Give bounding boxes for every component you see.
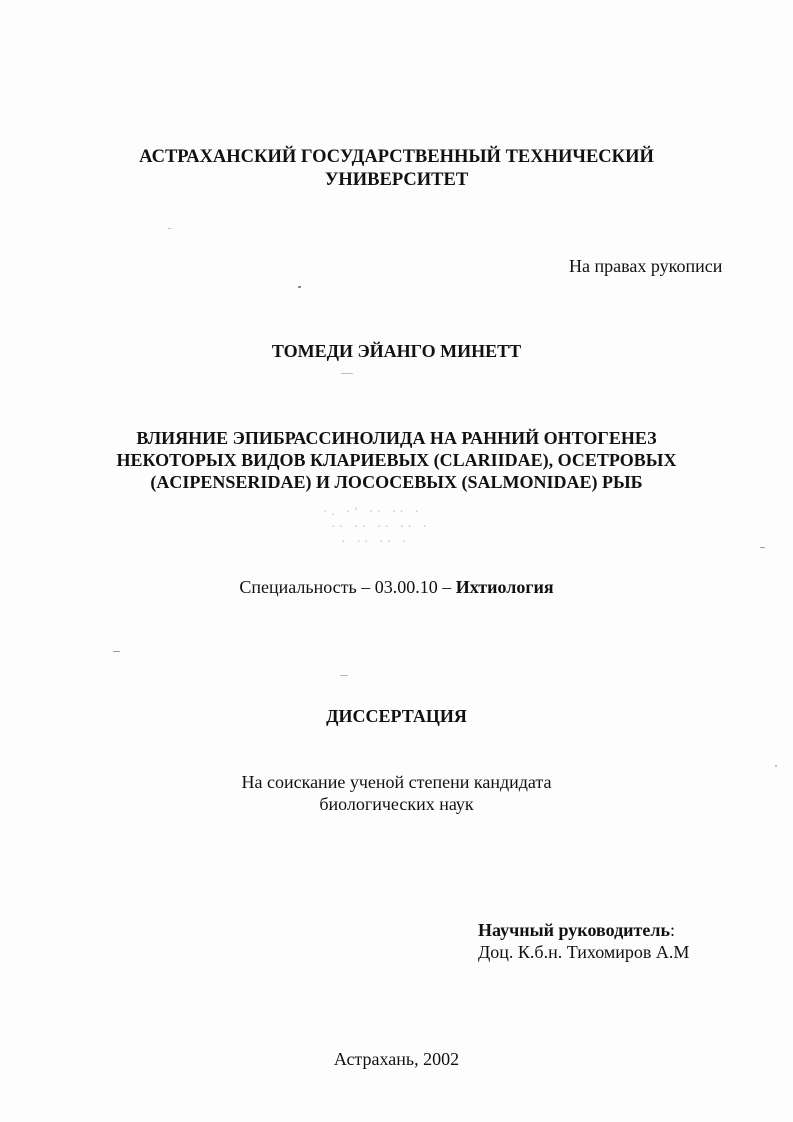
dissertation-title-line-2: НЕКОТОРЫХ ВИДОВ КЛАРИЕВЫХ (CLARIIDAE), ОСЕТРОВЫХ bbox=[116, 450, 677, 470]
scan-speck bbox=[298, 286, 301, 288]
scan-speck bbox=[775, 765, 777, 767]
faint-stamp-mark: ·. ·' ·· ·· · bbox=[322, 505, 422, 518]
university-name-line-1: АСТРАХАНСКИЙ ГОСУДАРСТВЕННЫЙ ТЕХНИЧЕСКИЙ bbox=[139, 147, 654, 167]
specialty-name: Ихтиология bbox=[455, 577, 554, 597]
supervisor-label: Научный руководитель bbox=[478, 920, 670, 940]
dissertation-title-line-1: ВЛИЯНИЕ ЭПИБРАССИНОЛИДА НА РАННИЙ ОНТОГЕНЕЗ bbox=[136, 428, 657, 448]
scan-speck bbox=[168, 228, 171, 229]
document-type: ДИССЕРТАЦИЯ bbox=[326, 706, 467, 726]
scan-speck bbox=[760, 547, 765, 548]
scan-speck bbox=[341, 373, 353, 374]
faint-stamp-mark: · ·· ·· · bbox=[340, 535, 409, 548]
author-name: ТОМЕДИ ЭЙАНГО МИНЕТТ bbox=[271, 341, 522, 361]
manuscript-note: На правах рукописи bbox=[569, 256, 723, 276]
supervisor-label-line bbox=[478, 919, 675, 941]
scan-speck bbox=[340, 675, 348, 676]
faint-stamp-mark: ·· ·· ·· ·· · bbox=[330, 520, 430, 533]
university-name-line-2: УНИВЕРСИТЕТ bbox=[324, 170, 469, 190]
degree-line-2: биологических наук bbox=[319, 794, 474, 814]
specialty-line bbox=[0, 576, 793, 598]
degree-line-1: На соискание ученой степени кандидата bbox=[241, 772, 552, 792]
specialty-prefix: Специальность – 03.00.10 – bbox=[239, 577, 456, 597]
supervisor-colon: : bbox=[670, 920, 676, 940]
dissertation-title-line-3: (ACIPENSERIDAE) И ЛОСОСЕВЫХ (SALMONIDAE) РЫБ bbox=[150, 472, 643, 492]
place-and-year: Астрахань, 2002 bbox=[333, 1049, 460, 1069]
scan-speck bbox=[113, 651, 120, 652]
supervisor-name: Доц. К.б.н. Тихомиров А.М bbox=[478, 942, 690, 962]
